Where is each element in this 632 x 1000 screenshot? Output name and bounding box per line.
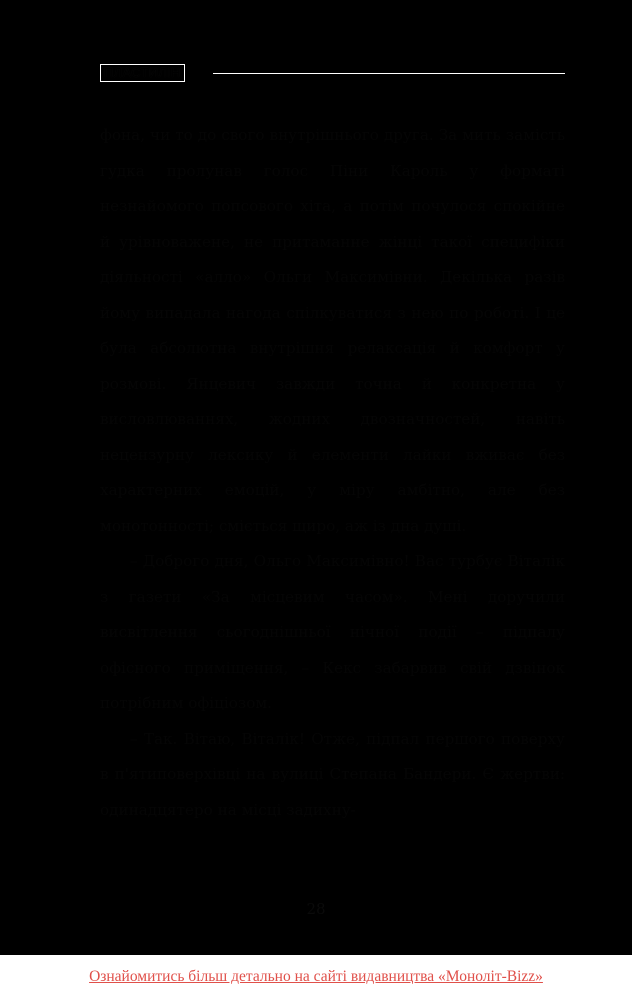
paragraph: – Так. Вітаю, Віталік! Отже, підпал першого поверху в п'ятиповерхівці на вулиці Степана Бандери. Є жертви: одинадцятеро на місці задихну-	[100, 729, 565, 819]
paragraph: фона, чи то до свого внутрішнього друга. За мить замість гудка пролунав голос Піни Кароль у форматі незнайомого попсового хіта, а потім почулося спокійне й урівноважене, не притаманне жінці такої специфіки діяльності «алло» Ольги Максимівни. Декілька разів йому випадала нагода спілкуватися з нею по роботі. І це була абсолютна внутрішня релаксація й комфорт у розмові. Янцевич завжди точна й конкретна у висловлюваннях, жодних двозначностей, навіть нецензурну лексику й елементи лайки вживає без характерних емоцій, у міру амбітно, але без монотонності; сміється щиро, аж із дна душі.	[100, 126, 565, 535]
publisher-link[interactable]: Ознайомитись більш детально на сайті видавництва «Моноліт-Bizz»	[89, 968, 543, 985]
header-rule	[213, 73, 565, 74]
body-text	[100, 118, 565, 828]
footer	[0, 955, 632, 1000]
running-header-title: ПЛАСТИЛІН	[100, 64, 185, 82]
paragraph: – Доброго дня, Ольго Максимівно! Вас турбує Віталік з газети «За місцевим часом». Мені доручили висвітлення сьогоднішньої нічної події – підпалу офісного приміщення, – Кекс забарвив свій дзвінок потрібним офіціозом.	[100, 552, 565, 712]
page-number: 28	[306, 900, 326, 918]
running-header	[100, 64, 565, 82]
